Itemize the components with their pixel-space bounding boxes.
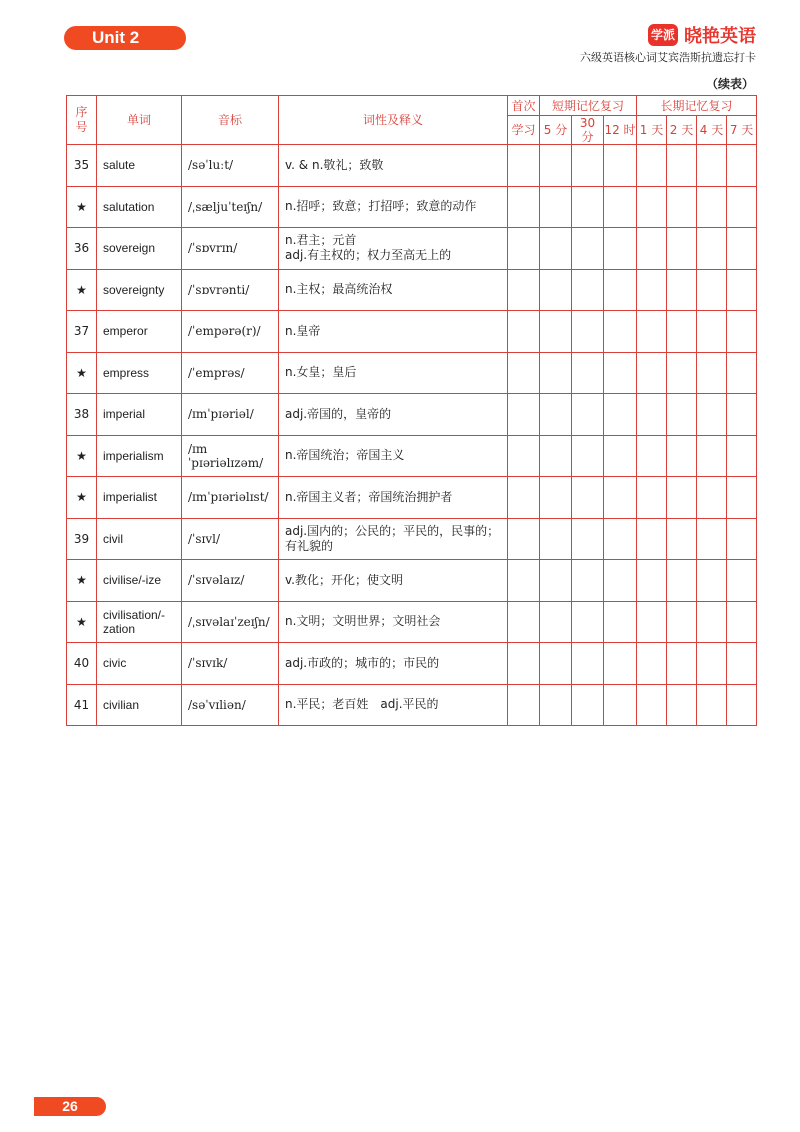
review-checkbox-cell[interactable] [667,145,697,187]
row-word: imperial [97,394,182,436]
row-word: imperialism [97,435,182,477]
header-definition: 词性及释义 [279,96,508,145]
definition-line: v. & n.敬礼；致敬 [285,157,384,172]
review-checkbox-cell[interactable] [572,352,604,394]
row-phonetic: /səˈluːt/ [182,145,279,187]
brand-logo: 学派 [648,24,678,46]
header-long-review: 长期记忆复习 [637,96,757,116]
review-checkbox-cell[interactable] [637,186,667,228]
definition-line: n.女皇；皇后 [285,365,357,380]
review-checkbox-cell[interactable] [572,601,604,643]
row-definition [279,518,508,560]
header-30min: 30 分 [572,116,604,145]
review-checkbox-cell[interactable] [637,518,667,560]
row-index: 36 [67,228,97,270]
review-checkbox-cell[interactable] [697,601,727,643]
review-checkbox-cell[interactable] [508,560,540,602]
review-checkbox-cell[interactable] [540,643,572,685]
row-word: civilise/-ize [97,560,182,602]
review-checkbox-cell[interactable] [604,352,637,394]
page-number: 26 [34,1097,106,1116]
review-checkbox-cell[interactable] [727,435,757,477]
definition-line: adj.有主权的；权力至高无上的 [285,248,452,263]
row-definition [279,352,508,394]
review-checkbox-cell[interactable] [572,643,604,685]
row-phonetic: /ɪmˈpɪəriəl/ [182,394,279,436]
row-index: ★ [67,269,97,311]
review-checkbox-cell[interactable] [572,394,604,436]
row-index: ★ [67,477,97,519]
review-checkbox-cell[interactable] [604,186,637,228]
header-5min: 5 分 [540,116,572,145]
header-phonetic: 音标 [182,96,279,145]
definition-line: n.主权；最高统治权 [285,282,393,297]
review-checkbox-cell[interactable] [604,643,637,685]
table-row [67,311,757,353]
review-checkbox-cell[interactable] [540,560,572,602]
review-checkbox-cell[interactable] [540,394,572,436]
review-checkbox-cell[interactable] [637,560,667,602]
row-definition [279,477,508,519]
header-first: 首次 [508,96,540,116]
review-checkbox-cell[interactable] [667,560,697,602]
review-checkbox-cell[interactable] [697,560,727,602]
row-phonetic: /ˈsɪvəlaɪz/ [182,560,279,602]
definition-line: n.帝国主义者；帝国统治拥护者 [285,489,453,504]
row-index: 35 [67,145,97,187]
definition-line: adj.帝国的，皇帝的 [285,406,392,421]
row-word: sovereignty [97,269,182,311]
review-checkbox-cell[interactable] [667,643,697,685]
table-row [67,394,757,436]
review-checkbox-cell[interactable] [727,145,757,187]
table-row [67,352,757,394]
definition-line: n.文明；文明世界；文明社会 [285,614,441,629]
table-row [67,560,757,602]
review-checkbox-cell[interactable] [697,518,727,560]
table-row [67,269,757,311]
review-checkbox-cell[interactable] [604,477,637,519]
table-row [67,477,757,519]
row-index: ★ [67,601,97,643]
review-checkbox-cell[interactable] [727,352,757,394]
book-subtitle: 六级英语核心词艾宾浩斯抗遗忘打卡 [580,51,756,64]
row-index: ★ [67,186,97,228]
brand-name: 晓艳英语 [684,26,756,47]
row-phonetic: /ˈemprəs/ [182,352,279,394]
review-checkbox-cell[interactable] [697,228,727,270]
review-checkbox-cell[interactable] [727,477,757,519]
review-checkbox-cell[interactable] [727,643,757,685]
row-index: ★ [67,560,97,602]
definition-line: v.教化；开化；使文明 [285,572,403,587]
header-2day: 2 天 [667,116,697,145]
review-checkbox-cell[interactable] [667,435,697,477]
unit-tab: Unit 2 [64,26,186,50]
row-word: salute [97,145,182,187]
review-checkbox-cell[interactable] [572,477,604,519]
row-phonetic: /ˈsɒvrənti/ [182,269,279,311]
review-checkbox-cell[interactable] [604,684,637,726]
review-checkbox-cell[interactable] [697,684,727,726]
review-checkbox-cell[interactable] [572,518,604,560]
row-phonetic: /ˈsɒvrɪn/ [182,228,279,270]
review-checkbox-cell[interactable] [727,228,757,270]
review-checkbox-cell[interactable] [540,145,572,187]
row-phonetic: /ˌsæljuˈteɪʃn/ [182,186,279,228]
review-checkbox-cell[interactable] [604,601,637,643]
review-checkbox-cell[interactable] [604,269,637,311]
review-checkbox-cell[interactable] [604,311,637,353]
review-checkbox-cell[interactable] [667,684,697,726]
review-checkbox-cell[interactable] [697,435,727,477]
definition-line: adj.国内的；公民的；平民的，民事的； [285,523,500,538]
row-definition [279,145,508,187]
header-7day: 7 天 [727,116,757,145]
review-checkbox-cell[interactable] [508,477,540,519]
review-checkbox-cell[interactable] [572,186,604,228]
review-checkbox-cell[interactable] [508,352,540,394]
review-checkbox-cell[interactable] [540,311,572,353]
row-definition [279,228,508,270]
review-checkbox-cell[interactable] [637,684,667,726]
review-checkbox-cell[interactable] [727,186,757,228]
review-checkbox-cell[interactable] [508,228,540,270]
review-checkbox-cell[interactable] [637,601,667,643]
table-row [67,684,757,726]
row-word: civilisation/-zation [97,601,182,643]
vocabulary-table [66,95,757,726]
header-word: 单词 [97,96,182,145]
review-checkbox-cell[interactable] [604,435,637,477]
row-index: 40 [67,643,97,685]
review-checkbox-cell[interactable] [637,477,667,519]
review-checkbox-cell[interactable] [667,394,697,436]
review-checkbox-cell[interactable] [697,643,727,685]
review-checkbox-cell[interactable] [697,477,727,519]
table-row [67,435,757,477]
definition-line: n.帝国统治；帝国主义 [285,448,405,463]
review-checkbox-cell[interactable] [508,518,540,560]
review-checkbox-cell[interactable] [727,518,757,560]
review-checkbox-cell[interactable] [637,435,667,477]
review-checkbox-cell[interactable] [508,269,540,311]
definition-line: n.君主；元首 [285,233,357,248]
row-index: 41 [67,684,97,726]
brand [648,22,756,48]
review-checkbox-cell[interactable] [637,145,667,187]
header-12h: 12 时 [604,116,637,145]
table-row [67,228,757,270]
review-checkbox-cell[interactable] [667,269,697,311]
review-checkbox-cell[interactable] [667,601,697,643]
review-checkbox-cell[interactable] [667,477,697,519]
row-word: salutation [97,186,182,228]
row-word: civil [97,518,182,560]
row-phonetic: /ˌsɪvəlaɪˈzeɪʃn/ [182,601,279,643]
table-row [67,186,757,228]
review-checkbox-cell[interactable] [508,684,540,726]
row-index: ★ [67,352,97,394]
table-row [67,518,757,560]
review-checkbox-cell[interactable] [540,684,572,726]
table-row [67,643,757,685]
review-checkbox-cell[interactable] [540,477,572,519]
review-checkbox-cell[interactable] [604,228,637,270]
review-checkbox-cell[interactable] [727,601,757,643]
row-definition [279,394,508,436]
review-checkbox-cell[interactable] [540,228,572,270]
row-index: ★ [67,435,97,477]
definition-line: 有礼貌的 [285,538,334,553]
definition-line: n.平民；老百姓 adj.平民的 [285,697,439,712]
continued-label: （续表） [705,77,754,91]
row-phonetic: /ˈempərə(r)/ [182,311,279,353]
row-definition [279,643,508,685]
definition-line: n.皇帝 [285,323,321,338]
review-checkbox-cell[interactable] [540,269,572,311]
review-checkbox-cell[interactable] [697,311,727,353]
review-checkbox-cell[interactable] [508,643,540,685]
definition-line: n.招呼；致意；打招呼；致意的动作 [285,199,477,214]
review-checkbox-cell[interactable] [727,311,757,353]
review-checkbox-cell[interactable] [572,269,604,311]
review-checkbox-cell[interactable] [540,435,572,477]
row-word: empress [97,352,182,394]
review-checkbox-cell[interactable] [572,228,604,270]
header-index: 序号 [67,96,97,145]
review-checkbox-cell[interactable] [508,435,540,477]
row-definition [279,560,508,602]
review-checkbox-cell[interactable] [604,560,637,602]
review-checkbox-cell[interactable] [667,352,697,394]
review-checkbox-cell[interactable] [508,145,540,187]
review-checkbox-cell[interactable] [667,186,697,228]
review-checkbox-cell[interactable] [727,560,757,602]
review-checkbox-cell[interactable] [508,311,540,353]
row-phonetic: /ɪmˈpɪəriəlɪzəm/ [182,435,279,477]
row-definition [279,186,508,228]
review-checkbox-cell[interactable] [572,560,604,602]
review-checkbox-cell[interactable] [508,186,540,228]
review-checkbox-cell[interactable] [572,684,604,726]
review-checkbox-cell[interactable] [697,394,727,436]
definition-line: adj.市政的；城市的；市民的 [285,655,440,670]
review-checkbox-cell[interactable] [667,518,697,560]
review-checkbox-cell[interactable] [540,186,572,228]
row-definition [279,435,508,477]
review-checkbox-cell[interactable] [637,394,667,436]
row-word: imperialist [97,477,182,519]
review-checkbox-cell[interactable] [604,394,637,436]
row-phonetic: /ˈsɪvl/ [182,518,279,560]
review-checkbox-cell[interactable] [540,518,572,560]
review-checkbox-cell[interactable] [667,311,697,353]
row-word: civic [97,643,182,685]
review-checkbox-cell[interactable] [727,394,757,436]
row-index: 37 [67,311,97,353]
row-definition [279,601,508,643]
row-definition [279,311,508,353]
review-checkbox-cell[interactable] [637,269,667,311]
review-checkbox-cell[interactable] [637,643,667,685]
review-checkbox-cell[interactable] [637,228,667,270]
review-checkbox-cell[interactable] [572,145,604,187]
row-definition [279,684,508,726]
row-phonetic: /səˈvɪliən/ [182,684,279,726]
review-checkbox-cell[interactable] [727,269,757,311]
header-4day: 4 天 [697,116,727,145]
header-1day: 1 天 [637,116,667,145]
row-word: emperor [97,311,182,353]
row-index: 38 [67,394,97,436]
header-short-review: 短期记忆复习 [540,96,637,116]
review-checkbox-cell[interactable] [727,684,757,726]
review-checkbox-cell[interactable] [697,145,727,187]
header-first-sub: 学习 [508,116,540,145]
review-checkbox-cell[interactable] [637,352,667,394]
row-index: 39 [67,518,97,560]
review-checkbox-cell[interactable] [508,601,540,643]
row-definition [279,269,508,311]
table-row [67,601,757,643]
review-checkbox-cell[interactable] [508,394,540,436]
review-checkbox-cell[interactable] [637,311,667,353]
review-checkbox-cell[interactable] [572,311,604,353]
review-checkbox-cell[interactable] [667,228,697,270]
row-phonetic: /ɪmˈpɪəriəlɪst/ [182,477,279,519]
table-row [67,145,757,187]
review-checkbox-cell[interactable] [540,601,572,643]
review-checkbox-cell[interactable] [697,352,727,394]
row-word: civilian [97,684,182,726]
review-checkbox-cell[interactable] [604,145,637,187]
review-checkbox-cell[interactable] [604,518,637,560]
review-checkbox-cell[interactable] [697,269,727,311]
row-word: sovereign [97,228,182,270]
review-checkbox-cell[interactable] [697,186,727,228]
review-checkbox-cell[interactable] [572,435,604,477]
row-phonetic: /ˈsɪvɪk/ [182,643,279,685]
review-checkbox-cell[interactable] [540,352,572,394]
